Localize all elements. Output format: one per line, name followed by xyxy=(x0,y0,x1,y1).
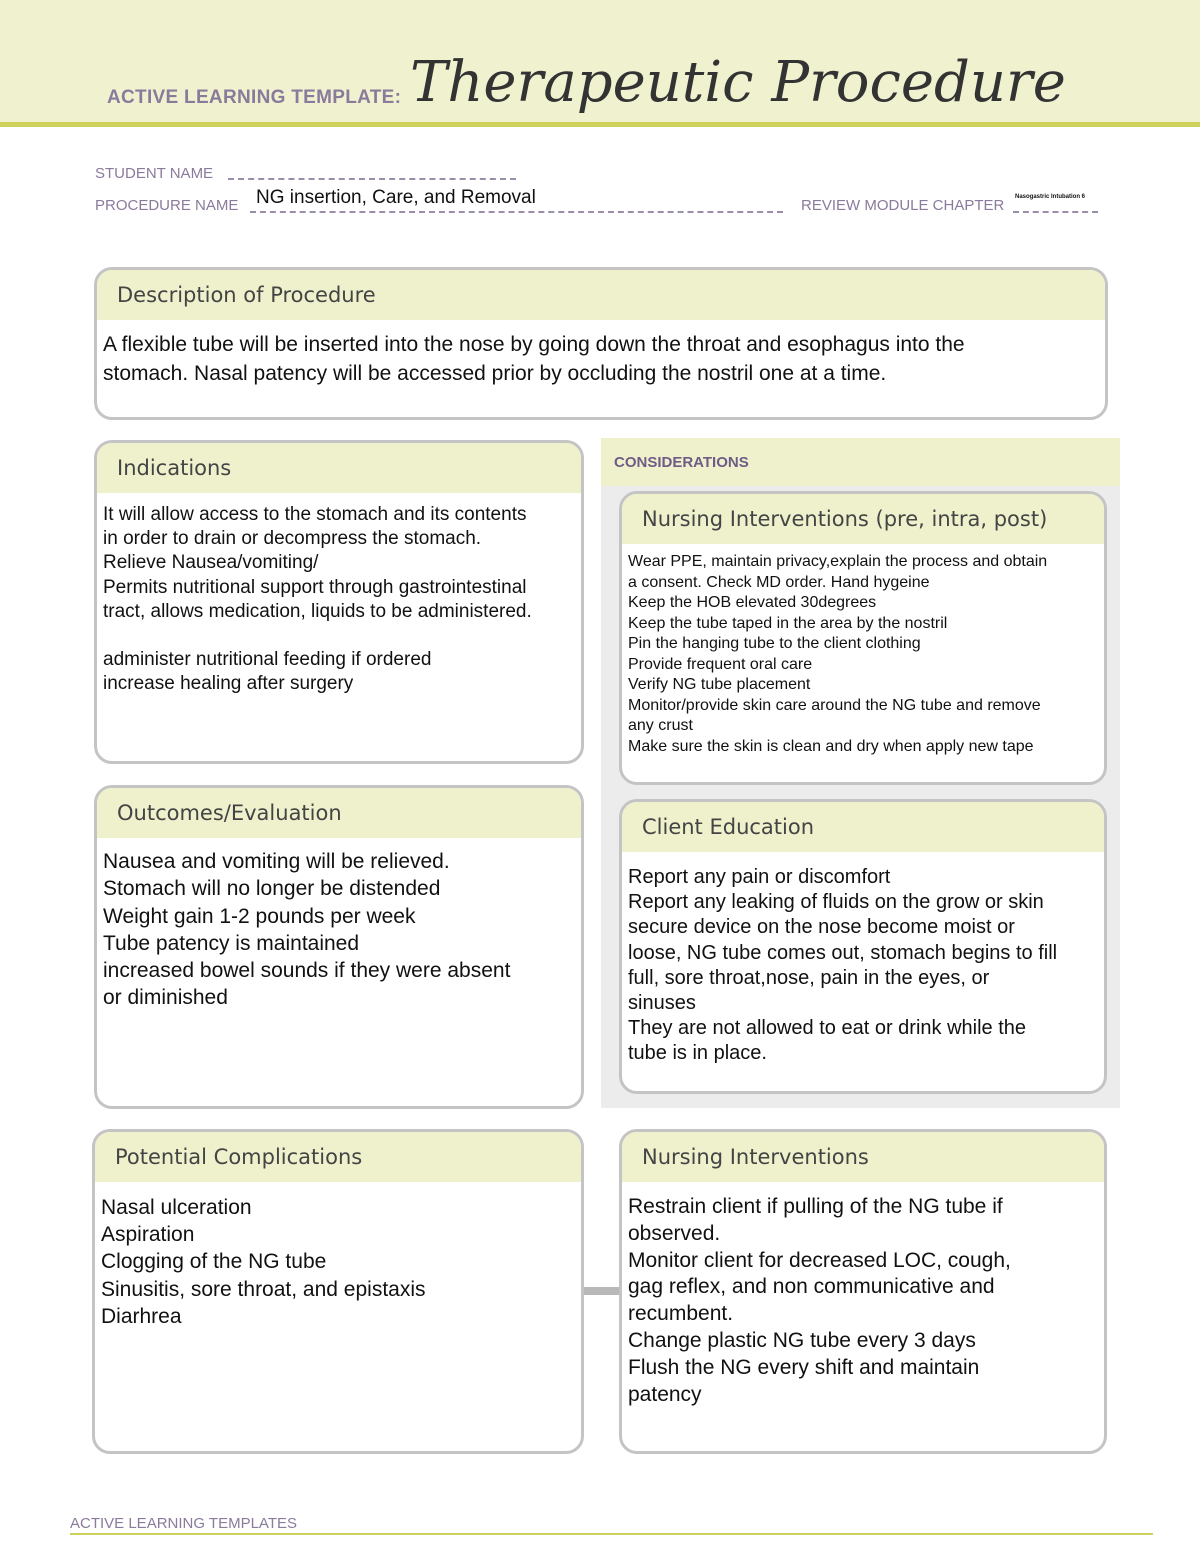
text-line: Pin the hanging tube to the client clothing xyxy=(628,635,921,652)
template-label: ACTIVE LEARNING TEMPLATE: xyxy=(107,87,402,108)
description-body xyxy=(97,320,1105,388)
text-line: a consent. Check MD order. Hand hygeine xyxy=(628,573,930,591)
text-line: Relieve Nausea/vomiting/ xyxy=(103,552,319,574)
text-line: tube is in place. xyxy=(628,1042,767,1065)
outcomes-body xyxy=(97,838,581,1012)
text-line: Nasal ulceration xyxy=(101,1196,252,1219)
text-line: full, sore throat,nose, pain in the eyes, or xyxy=(628,966,990,989)
text-line: Provide frequent oral care xyxy=(628,655,813,673)
text-line: Weight gain 1-2 pounds per week xyxy=(103,904,416,928)
text-line: Restrain client if pulling of the NG tube if xyxy=(628,1195,1003,1218)
review-module-label: REVIEW MODULE CHAPTER xyxy=(801,197,1005,214)
description-box xyxy=(94,267,1108,420)
text-line: Keep the tube taped in the area by the nostril xyxy=(628,614,948,632)
header-rule xyxy=(0,122,1200,127)
text-line: increase healing after surgery xyxy=(103,673,354,695)
text-line: Stomach will no longer be distended xyxy=(103,877,441,901)
page-title: Therapeutic Procedure xyxy=(410,50,1066,115)
text-line: Sinusitis, sore throat, and epistaxis xyxy=(101,1277,426,1301)
connector xyxy=(583,1287,621,1295)
text-line: Monitor client for decreased LOC, cough, xyxy=(628,1248,1011,1272)
text-line: A flexible tube will be inserted into the nose by going down the throat and esophagus into the xyxy=(103,333,965,356)
nursing-interventions-pre-title: Nursing Interventions (pre, intra, post) xyxy=(622,494,1104,544)
client-education-body xyxy=(622,852,1104,1067)
indications-body xyxy=(97,493,581,697)
text-line: or diminished xyxy=(103,986,228,1010)
text-line: They are not allowed to eat or drink while the xyxy=(628,1017,1026,1040)
text-line: Keep the HOB elevated 30degrees xyxy=(628,594,877,611)
nursing-interventions-box xyxy=(619,1129,1107,1454)
text-line: stomach. Nasal patency will be accessed prior by occluding the nostril one at a time. xyxy=(103,362,887,385)
text-line: patency xyxy=(628,1382,702,1406)
outcomes-box xyxy=(94,785,584,1109)
text-line: Nausea and vomiting will be relieved. xyxy=(103,850,450,873)
description-title: Description of Procedure xyxy=(97,270,1105,320)
text-line: tract, allows medication, liquids to be administered. xyxy=(103,600,532,622)
text-line: any crust xyxy=(628,717,693,734)
text-line: gag reflex, and non communicative and xyxy=(628,1275,995,1299)
nursing-interventions-pre-body xyxy=(622,544,1104,757)
indications-box xyxy=(94,440,584,764)
text-line: Verify NG tube placement xyxy=(628,676,811,693)
review-module-line xyxy=(1013,211,1098,213)
text-line: sinuses xyxy=(628,991,696,1014)
text-line: Flush the NG every shift and maintain xyxy=(628,1355,980,1379)
text-line: It will allow access to the stomach and its contents xyxy=(103,504,527,525)
procedure-name-field[interactable]: NG insertion, Care, and Removal xyxy=(256,187,536,208)
potential-complications-title: Potential Complications xyxy=(95,1132,581,1182)
potential-complications-box xyxy=(92,1129,584,1454)
procedure-name-line xyxy=(250,211,783,213)
text-line: administer nutritional feeding if ordered xyxy=(103,649,432,671)
text-line: Wear PPE, maintain privacy,explain the process and obtain xyxy=(628,553,1048,570)
footer-label: ACTIVE LEARNING TEMPLATES xyxy=(70,1515,297,1532)
text-line: Tube patency is maintained xyxy=(103,931,360,955)
text-line: Diarhrea xyxy=(101,1304,182,1328)
text-line xyxy=(103,624,575,648)
text-line: in order to drain or decompress the stomach. xyxy=(103,528,482,550)
considerations-title: CONSIDERATIONS xyxy=(601,438,1120,486)
text-line: increased bowel sounds if they were absent xyxy=(103,959,511,983)
text-line: loose, NG tube comes out, stomach begins to fill xyxy=(628,941,1058,964)
client-education-box xyxy=(619,799,1107,1094)
outcomes-title: Outcomes/Evaluation xyxy=(97,788,581,838)
nursing-interventions-title: Nursing Interventions xyxy=(622,1132,1104,1182)
text-line: Permits nutritional support through gastrointestinal xyxy=(103,576,527,598)
text-line: Monitor/provide skin care around the NG tube and remove xyxy=(628,696,1041,714)
text-line: Change plastic NG tube every 3 days xyxy=(628,1328,976,1352)
review-module-field[interactable]: Nasogastric Intubation 6 xyxy=(1015,194,1086,200)
procedure-name-label: PROCEDURE NAME xyxy=(95,197,239,214)
client-education-title: Client Education xyxy=(622,802,1104,852)
text-line: Make sure the skin is clean and dry when apply new tape xyxy=(628,737,1034,755)
text-line: Clogging of the NG tube xyxy=(101,1250,327,1274)
indications-title: Indications xyxy=(97,443,581,493)
text-line: Aspiration xyxy=(101,1223,195,1247)
text-line: secure device on the nose become moist or xyxy=(628,916,1015,939)
footer-rule xyxy=(70,1533,1153,1535)
text-line: recumbent. xyxy=(628,1302,734,1326)
text-line: observed. xyxy=(628,1221,721,1245)
nursing-interventions-body xyxy=(622,1182,1104,1408)
nursing-interventions-pre-box xyxy=(619,491,1107,785)
student-name-field[interactable] xyxy=(228,178,516,180)
text-line: Report any pain or discomfort xyxy=(628,866,891,888)
text-line: Report any leaking of fluids on the grow or skin xyxy=(628,891,1044,914)
student-name-label: STUDENT NAME xyxy=(95,165,214,182)
potential-complications-body xyxy=(95,1182,581,1330)
